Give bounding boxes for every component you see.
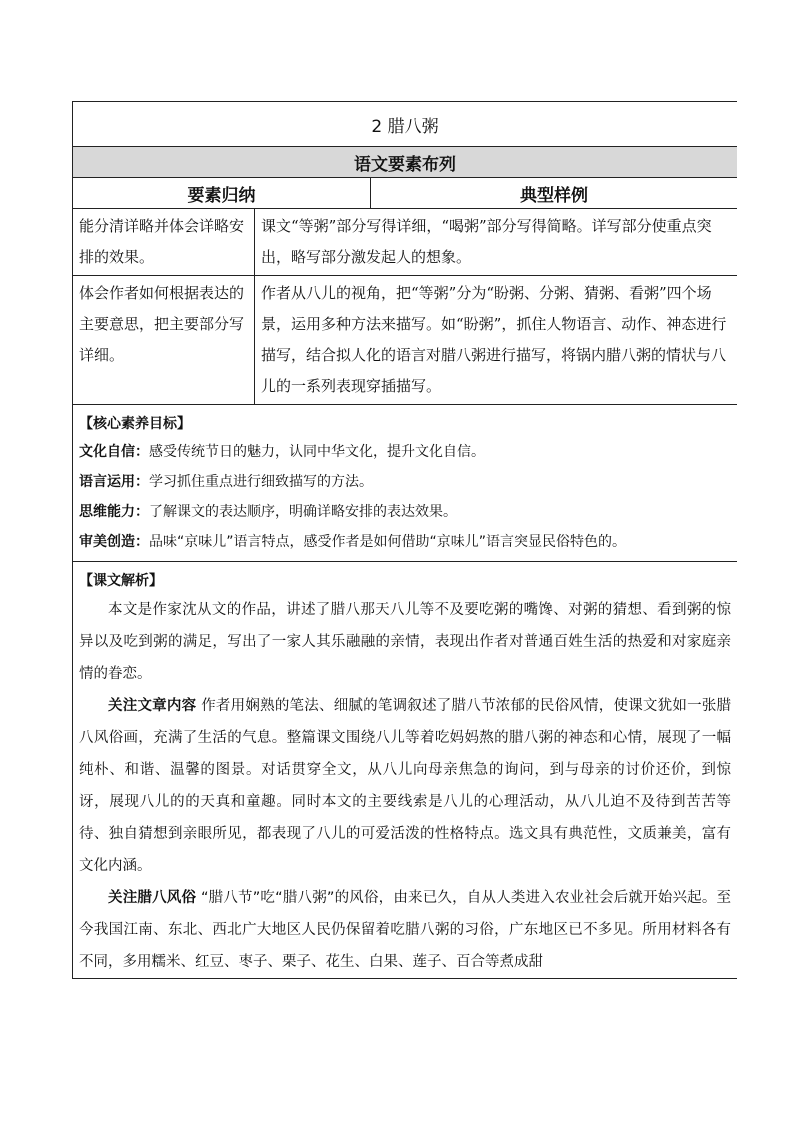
row-example: 作者从八儿的视角，把“等粥”分为“盼粥、分粥、猜粥、看粥”四个场景，运用多种方法来描写。如“盼粥”，抓住人物语言、动作、神态进行描写，结合拟人化的语言对腊八粥进行描写，将锅内腊八粥的情状与八儿的一系列表现穿插描写。 — [255, 276, 738, 405]
goal-item — [79, 467, 731, 497]
goal-text: 品味“京味儿”语言特点，感受作者是如何借助“京味儿”语言突显民俗特色的。 — [149, 534, 627, 550]
lesson-page — [72, 101, 737, 1018]
goal-label: 语言运用： — [79, 474, 149, 490]
goal-item — [79, 437, 731, 467]
goal-label: 审美创造： — [79, 534, 149, 550]
core-goals-section — [73, 405, 738, 562]
text-analysis-section — [73, 562, 738, 979]
column-header-example: 典型样例 — [371, 178, 738, 209]
element-row — [73, 209, 738, 276]
goal-label: 文化自信： — [79, 444, 149, 460]
analysis-heading: 【课文解析】 — [79, 573, 163, 589]
element-row — [73, 276, 738, 405]
analysis-paragraph-label: 关注文章内容 — [108, 698, 197, 714]
analysis-paragraph-text: “腊八节”吃“腊八粥”的风俗，由来已久，自从人类进入农业社会后就开始兴起。至今我国江南、东北、西北广大地区人民仍保留着吃腊八粥的习俗，广东地区已不多见。所用材料各有不同，多用糯米、红豆、枣子、栗子、花生、白果、莲子、百合等煮成甜 — [79, 890, 732, 970]
goal-text: 感受传统节日的魅力，认同中华文化，提升文化自信。 — [149, 444, 485, 460]
lesson-table — [72, 101, 737, 979]
row-example: 课文“等粥”部分写得详细，“喝粥”部分写得简略。详写部分使重点突出，略写部分激发起人的想象。 — [255, 209, 738, 276]
analysis-paragraph — [79, 690, 731, 882]
analysis-paragraph-text: 作者用娴熟的笔法、细腻的笔调叙述了腊八节浓郁的民俗风情，使课文犹如一张腊八风俗画，充满了生活的气息。整篇课文围绕八儿等着吃妈妈熬的腊八粥的神态和心情，展现了一幅纯朴、和谐、温馨的图景。对话贯穿全文，从八儿向母亲焦急的询问，到与母亲的讨价还价，到惊讶，展现八儿的的天真和童趣。同时本文的主要线索是八儿的心理活动，从八儿迫不及待到苦苦等待、独自猜想到亲眼所见，都表现了八儿的可爱活泼的性格特点。选文具有典范性，文质兼美，富有文化内涵。 — [79, 698, 732, 874]
row-summary: 能分清详略并体会详略安排的效果。 — [73, 209, 255, 276]
analysis-intro: 本文是作家沈从文的作品，讲述了腊八那天八儿等不及要吃粥的嘴馋、对粥的猜想、看到粥的惊异以及吃到粥的满足，写出了一家人其乐融融的亲情，表现出作者对普通百姓生活的热爱和对家庭亲情的眷恋。 — [79, 602, 732, 682]
analysis-paragraph — [79, 882, 731, 978]
goal-item — [79, 527, 731, 557]
goal-label: 思维能力： — [79, 504, 149, 520]
core-goals-heading: 【核心素养目标】 — [79, 416, 191, 432]
goal-text: 学习抓住重点进行细致描写的方法。 — [149, 474, 373, 490]
goal-item — [79, 497, 731, 527]
section-band: 语文要素布列 — [73, 147, 738, 178]
row-summary: 体会作者如何根据表达的主要意思，把主要部分写详细。 — [73, 276, 255, 405]
column-header-summary: 要素归纳 — [73, 178, 371, 209]
goal-text: 了解课文的表达顺序，明确详略安排的表达效果。 — [149, 504, 457, 520]
analysis-paragraph-label: 关注腊八风俗 — [108, 890, 197, 906]
lesson-title: 2 腊八粥 — [73, 102, 738, 147]
